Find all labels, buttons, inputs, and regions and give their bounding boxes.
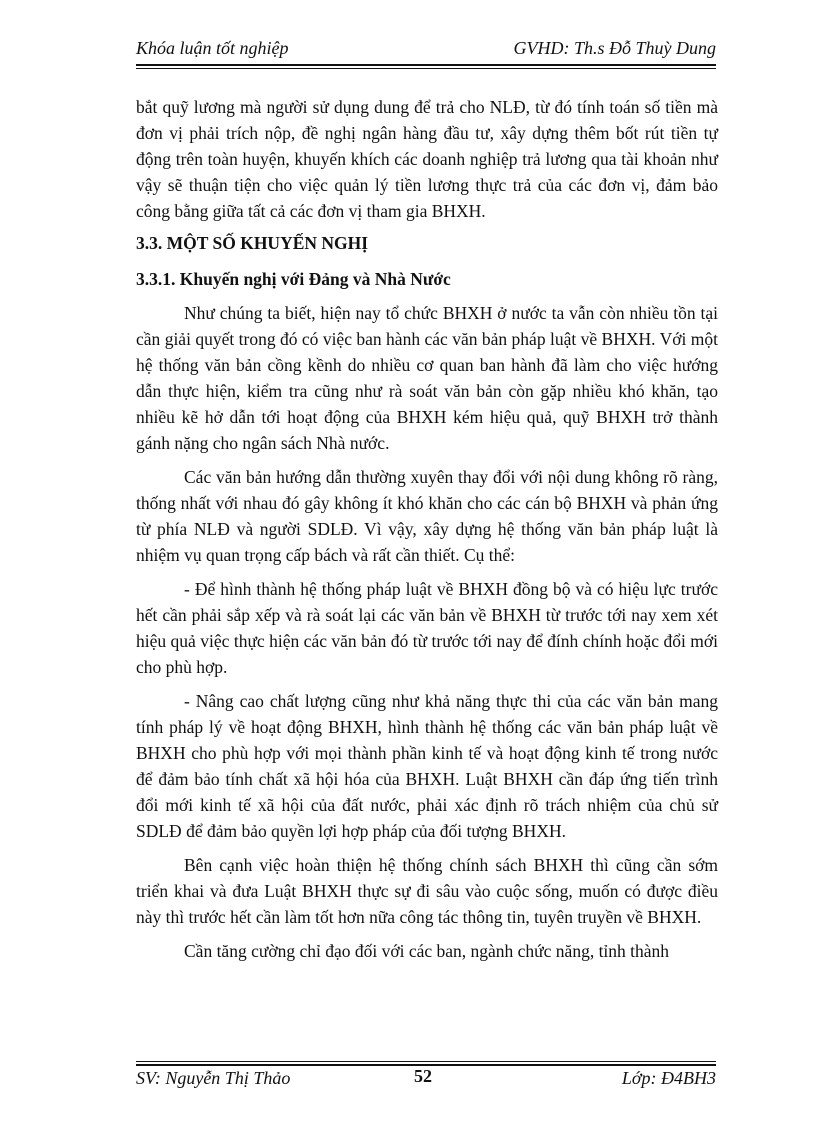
- bullet-paragraph: - Nâng cao chất lượng cũng như khả năng thực thi của các văn bản mang tính pháp lý về hoạt động BHXH, hình thành hệ thống các văn bản pháp luật về BHXH cho phù hợp với mọi thành phần kinh tế và hoạt động kinh tế trong nước để đảm bảo tính chất xã hội hóa của BHXH. Luật BHXH cần đáp ứng tiến trình đổi mới kinh tế xã hội của đất nước, phải xác định rõ trách nhiệm của chủ sử SDLĐ để đảm bảo quyền lợi hợp pháp của đối tượng BHXH.: [136, 691, 718, 841]
- paragraph: Bên cạnh việc hoàn thiện hệ thống chính sách BHXH thì cũng cần sớm triển khai và đưa Luật BHXH thực sự đi sâu vào cuộc sống, muốn có được điều này thì trước hết cần làm tốt hơn nữa công tác thông tin, tuyên truyền về BHXH.: [136, 855, 718, 927]
- header-advisor: GVHD: Th.s Đỗ Thuỳ Dung: [513, 38, 716, 58]
- paragraph: Các văn bản hướng dẫn thường xuyên thay đổi với nội dung không rõ ràng, thống nhất với nhau đó gây không ít khó khăn cho các cán bộ BHXH và phản ứng từ phía NLĐ và người SDLĐ. Vì vậy, xây dựng hệ thống văn bản pháp luật là nhiệm vụ quan trọng cấp bách và rất cần thiết. Cụ thể:: [136, 467, 718, 565]
- section-heading: 3.3. MỘT SỐ KHUYẾN NGHỊ: [136, 233, 369, 253]
- paragraph: Như chúng ta biết, hiện nay tổ chức BHXH ở nước ta vẫn còn nhiều tồn tại cần giải quyết trong đó có việc ban hành các văn bản pháp luật về BHXH. Với một hệ thống văn bản cồng kềnh do nhiều cơ quan ban hành đã làm cho việc hướng dẫn thực hiện, kiểm tra cũng như rà soát văn bản còn gặp nhiều khó khăn, tạo nhiều kẽ hở dẫn tới hoạt động của BHXH kém hiệu quả, quỹ BHXH trở thành gánh nặng cho ngân sách Nhà nước.: [136, 303, 718, 453]
- page-header: [136, 38, 716, 62]
- bullet-paragraph: - Để hình thành hệ thống pháp luật về BHXH đồng bộ và có hiệu lực trước hết cần phải sắp xếp và rà soát lại các văn bản về BHXH từ trước tới nay xem xét hiệu quả việc thực hiện các văn bản đó từ trước tới nay để đính chính hoặc đổi mới cho phù hợp.: [136, 579, 718, 677]
- page-footer: [136, 1068, 716, 1092]
- document-body: [136, 94, 718, 972]
- paragraph-continued: bắt quỹ lương mà người sử dụng dung để trả cho NLĐ, từ đó tính toán số tiền mà đơn vị phải trích nộp, đề nghị ngân hàng đầu tư, xây dựng thêm bốt rút tiền tự động trên toàn huyện, khuyến khích các doanh nghiệp trả lương qua tài khoản như vậy sẽ thuận tiện cho việc quản lý tiền lương thực trả của các đơn vị, đảm bảo công bằng giữa tất cả các đơn vị tham gia BHXH.: [136, 97, 718, 221]
- header-thesis-title: Khóa luận tốt nghiệp: [136, 38, 289, 58]
- footer-student: SV: Nguyễn Thị Thảo: [136, 1068, 291, 1088]
- paragraph: Cần tăng cường chỉ đạo đối với các ban, ngành chức năng, tỉnh thành: [184, 941, 670, 961]
- page-number: 52: [414, 1066, 432, 1086]
- footer-class: Lớp: Đ4BH3: [621, 1068, 716, 1088]
- header-divider: [136, 64, 716, 69]
- subsection-heading: 3.3.1. Khuyến nghị với Đảng và Nhà Nước: [136, 269, 451, 289]
